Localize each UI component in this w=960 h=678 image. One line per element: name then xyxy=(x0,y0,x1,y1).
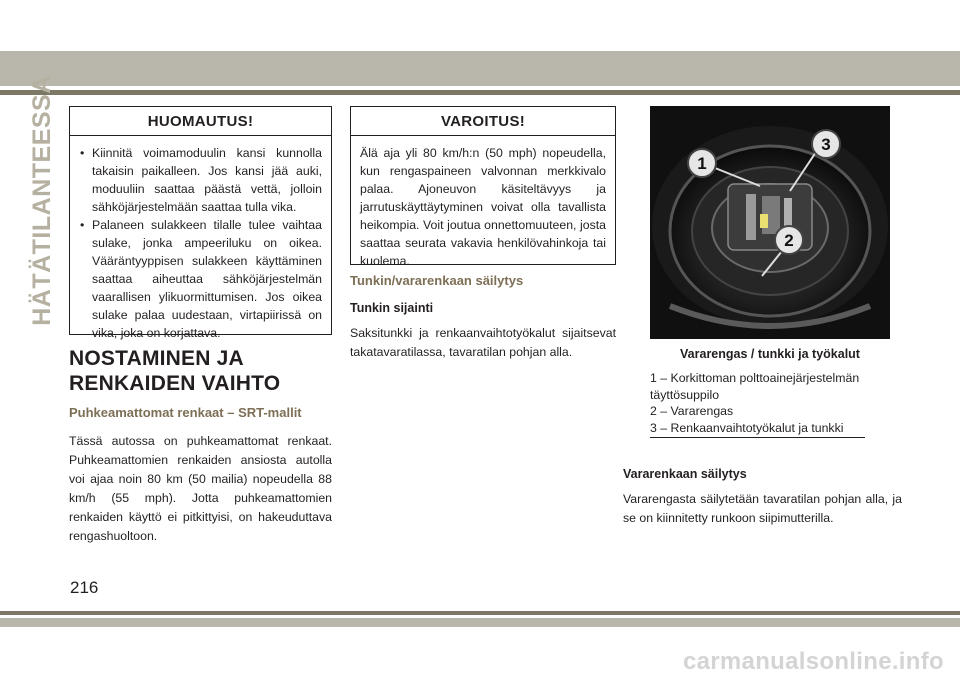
section-subtitle: Puhkeamattomat renkaat – SRT-mallit xyxy=(69,405,302,420)
top-margin xyxy=(0,0,960,51)
section-title-line1: NOSTAMINEN JA xyxy=(69,347,244,370)
footer-band xyxy=(0,618,960,627)
spare-storage-text: Vararengasta säilytetään tavaratilan pohjan alla, ja se on kiinnitetty runkoon siipimutterilla. xyxy=(623,492,902,525)
notice-item: • Palaneen sulakkeen tilalle tulee vaihtaa sulake, jonka ampeeriluku on oikea. Vääräntyyppisen sulakkeen käyttäminen saattaa aiheuttaa sähköjärjestelmän vaarallisen ylikuormittumisen. Jos oikea sulake palaa uudestaan, virtapiirissä on vika, joka on korjattava. xyxy=(79,216,322,342)
notice-title: HUOMAUTUS! xyxy=(70,107,331,136)
header-band xyxy=(0,51,960,86)
spare-storage-heading: Vararenkaan säilytys xyxy=(623,467,747,481)
notice-body xyxy=(70,136,331,350)
jack-location-heading: Tunkin sijainti xyxy=(350,301,434,315)
section-title-line2: RENKAIDEN VAIHTO xyxy=(69,372,281,395)
legend-item: 2 – Vararengas xyxy=(650,404,734,418)
section-text: Tässä autossa on puhkeamattomat renkaat. Puhkeamattomien renkaiden ansiosta autolla voi ajaa noin 80 km (50 mailia) nopeudella 88 km/h (55 mph). Jotta puhkeamattomien renkaiden käyttö ei pitkittyisi, on hakeuduttava rengashuoltoon. xyxy=(69,434,332,543)
section-side-label xyxy=(26,74,58,326)
spare-tire-illustration xyxy=(650,106,890,339)
marker-3-label: 3 xyxy=(821,135,831,154)
legend-item: 1 – Korkittoman polttoainejärjestelmän täyttösuppilo xyxy=(650,371,860,402)
jack-storage-title: Tunkin/vararenkaan säilytys xyxy=(350,273,524,288)
caption-rule xyxy=(650,437,865,438)
notice-box xyxy=(69,106,332,340)
figure-caption: Vararengas / tunkki ja työkalut xyxy=(680,347,860,361)
page-number: 216 xyxy=(70,578,99,597)
spare-tire-photo xyxy=(650,106,890,339)
section-title xyxy=(69,346,280,396)
notice-list xyxy=(79,144,322,342)
notice-item: • Kiinnitä voimamoduulin kansi kunnolla takaisin paikalleen. Jos kansi jää auki, moduuliin saattaa päästä vettä, jolloin sähköjärjestelmään saattaa tulla vika. xyxy=(79,144,322,216)
side-label-text: HÄTÄTILANTEESSA xyxy=(27,74,56,326)
watermark: carmanualsonline.info xyxy=(682,648,944,675)
header-rule xyxy=(0,90,960,95)
marker-1-label: 1 xyxy=(697,154,707,173)
warning-box xyxy=(350,106,616,268)
legend-item: 3 – Renkaanvaihtotyökalut ja tunkki xyxy=(650,420,844,435)
jack-location-text: Saksitunkki ja renkaanvaihtotyökalut sijaitsevat takatavaratilassa, tavaratilan pohjan alla. xyxy=(350,326,616,359)
warning-title: VAROITUS! xyxy=(351,107,615,136)
marker-2-label: 2 xyxy=(784,231,794,250)
footer-rule xyxy=(0,611,960,615)
warning-text: Älä aja yli 80 km/h:n (50 mph) nopeudella, kun rengaspaineen valvonnan merkkivalo palaa. Ajoneuvon käsiteltävyys ja jarrutuskäyttäytyminen voivat olla tavallista heikompia. Voit joutua onnettomuuteen, josta saattaa seurata vakavia henkilövahinkoja tai kuolema. xyxy=(360,146,606,268)
figure-legend xyxy=(650,370,890,436)
